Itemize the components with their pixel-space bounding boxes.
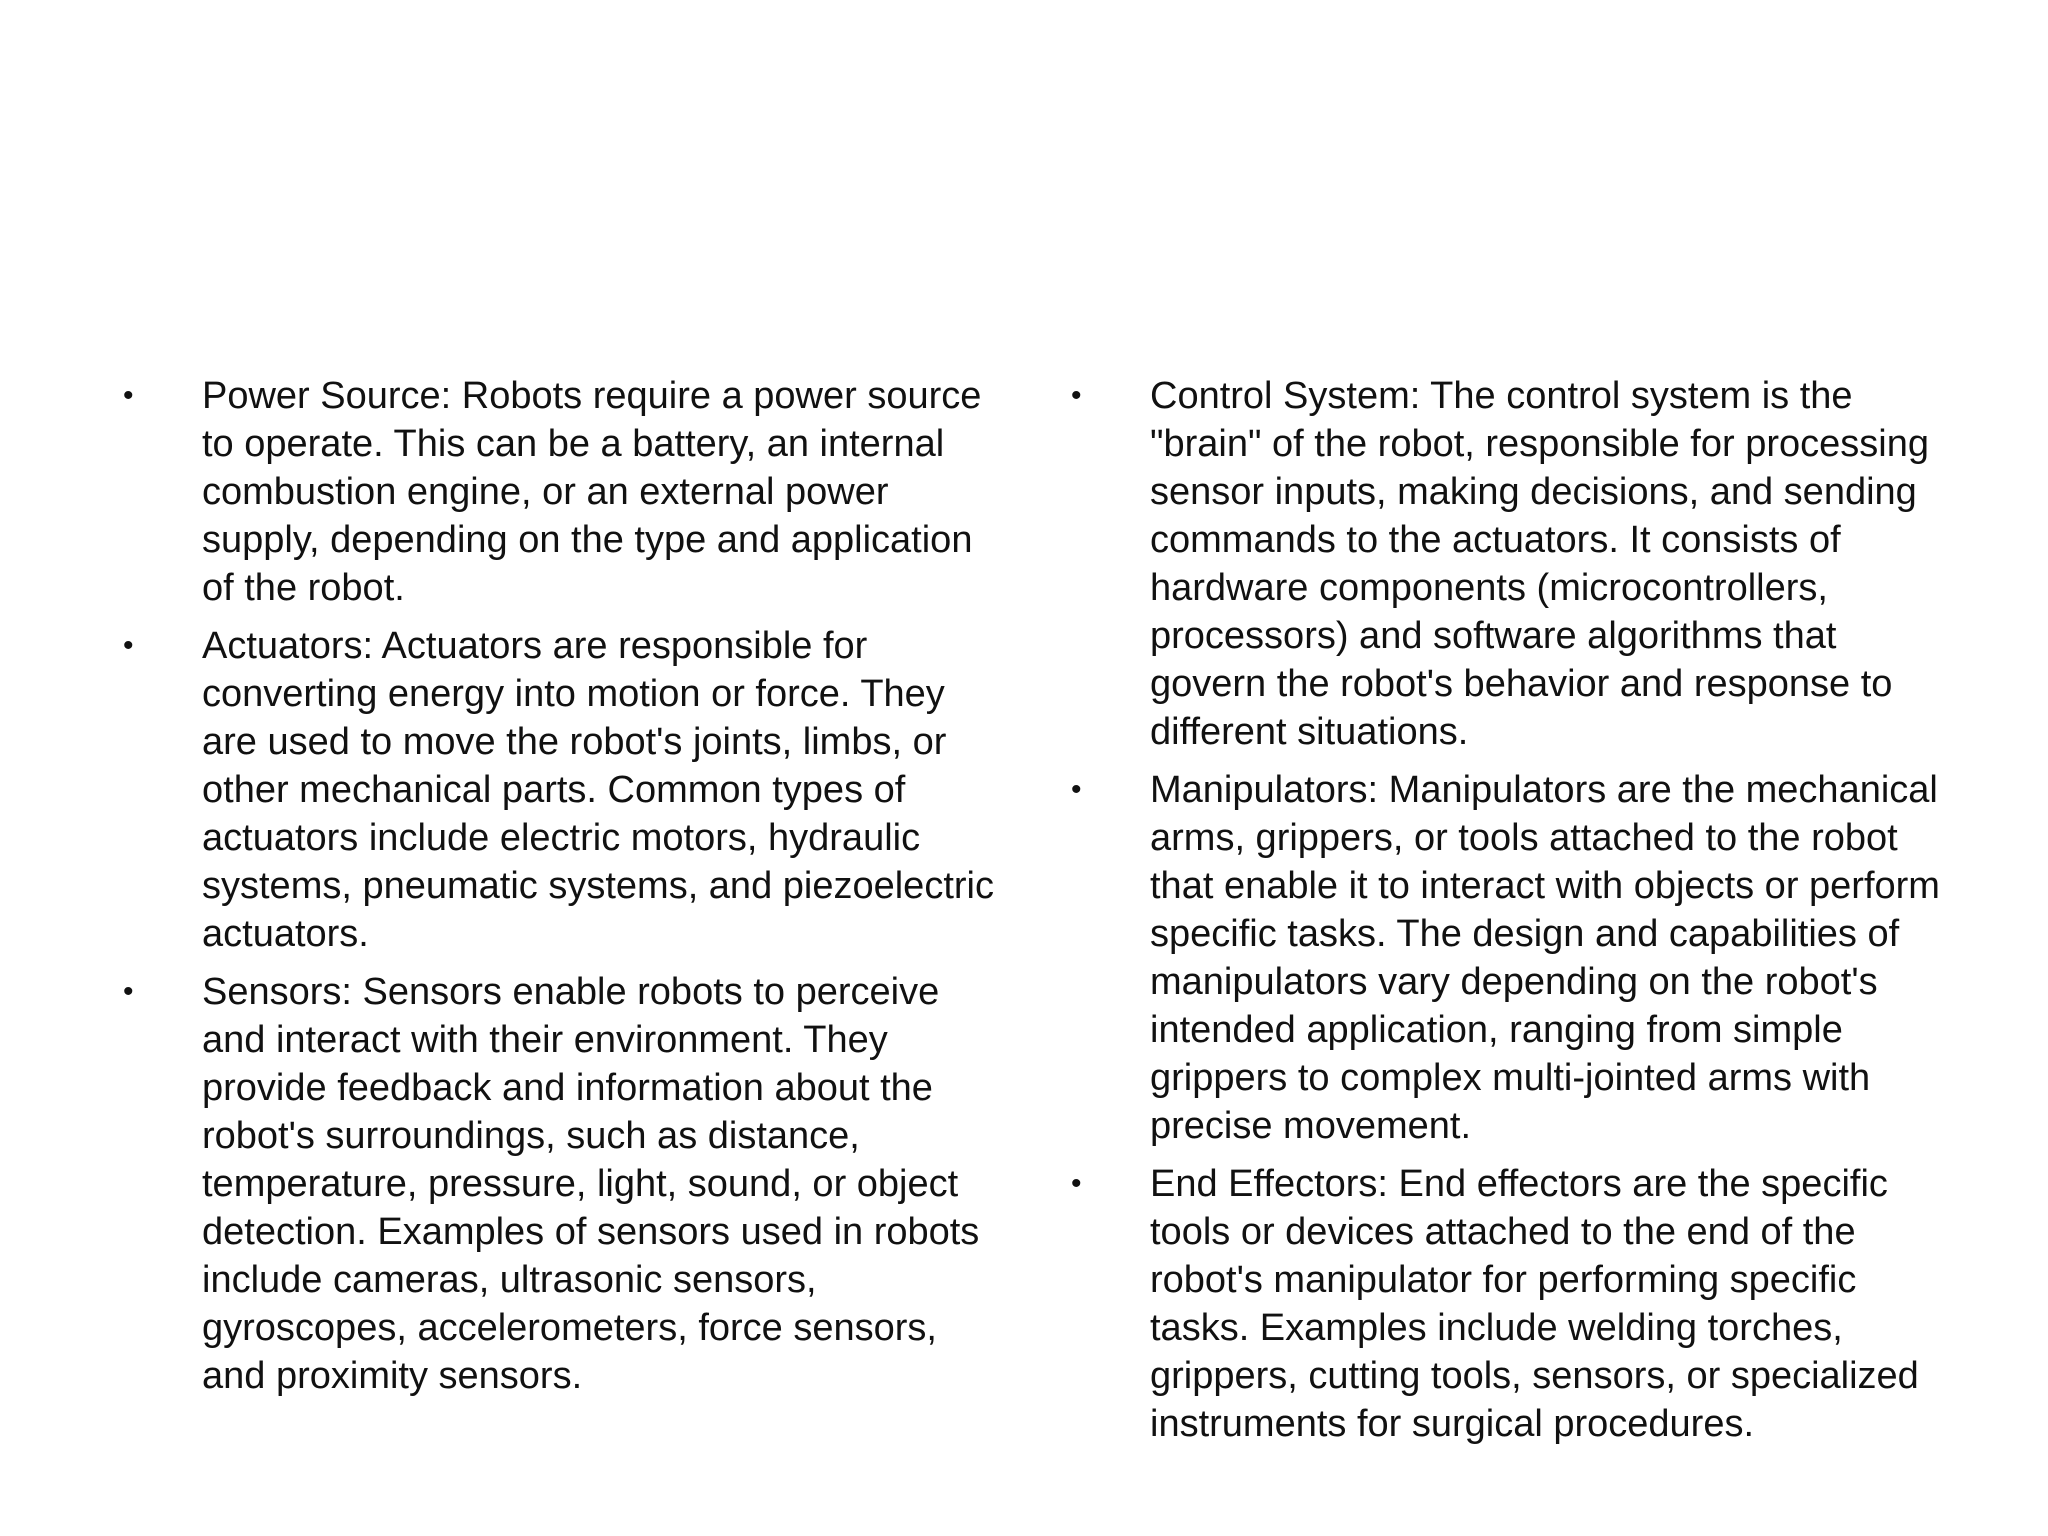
left-bullet-list [118,372,1008,1410]
bullet-marker: • [123,975,134,1008]
right-bullet-list [1066,372,1956,1458]
bullet-marker: • [1071,1167,1082,1200]
bullet-text: Control System: The control system is the "brain" of the robot, responsible for processing sensor inputs, making decisions, and sending commands to the actuators. It consists of hardware components (microcontrollers, processors) and software algorithms that govern the robot's behavior and response to different situations. [1150,375,1929,753]
bullet-item-manipulators [1066,766,1956,1150]
bullet-text: Power Source: Robots require a power source to operate. This can be a battery, an internal combustion engine, or an external power supply, depending on the type and application of the robot. [202,375,982,609]
bullet-item-end-effectors [1066,1160,1956,1448]
bullet-marker: • [1071,379,1082,412]
bullet-text: Actuators: Actuators are responsible for converting energy into motion or force. They are used to move the robot's joints, limbs, or other mechanical parts. Common types of actuators include electric motors, hydraulic systems, pneumatic systems, and piezoelectric actuators. [202,625,994,955]
bullet-item-sensors [118,968,1008,1400]
bullet-marker: • [123,379,134,412]
bullet-item-power-source [118,372,1008,612]
bullet-item-control-system [1066,372,1956,756]
bullet-item-actuators [118,622,1008,958]
bullet-text: Sensors: Sensors enable robots to perceive and interact with their environment. They provide feedback and information about the robot's surroundings, such as distance, temperature, pressure, light, sound, or object detection. Examples of sensors used in robots include cameras, ultrasonic sensors, gyroscopes, accelerometers, force sensors, and proximity sensors. [202,971,980,1397]
bullet-text: End Effectors: End effectors are the specific tools or devices attached to the end of the robot's manipulator for performing specific tasks. Examples include welding torches, grippers, cutting tools, sensors, or specialized instruments for surgical procedures. [1150,1163,1919,1445]
bullet-marker: • [1071,773,1082,806]
bullet-marker: • [123,629,134,662]
bullet-text: Manipulators: Manipulators are the mechanical arms, grippers, or tools attached to the robot that enable it to interact with objects or perform specific tasks. The design and capabilities of manipulators vary depending on the robot's intended application, ranging from simple grippers to complex multi-jointed arms with precise movement. [1150,769,1940,1147]
